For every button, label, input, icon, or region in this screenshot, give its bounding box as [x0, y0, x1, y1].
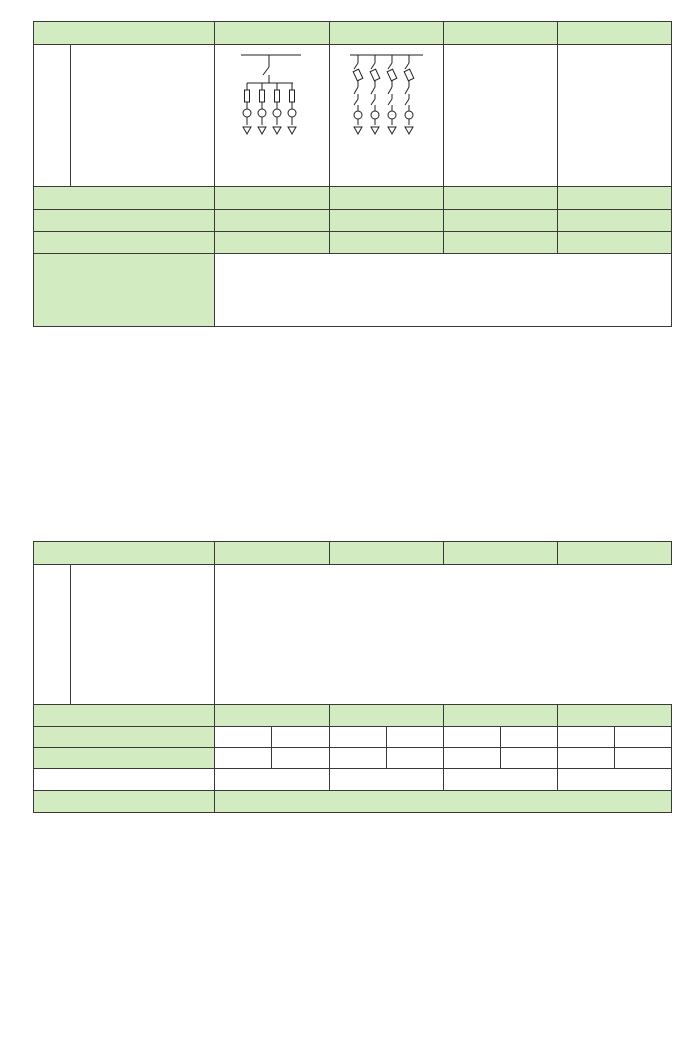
max-capacity-label	[34, 727, 215, 748]
cabinet-depth-cell	[215, 232, 330, 254]
cabinet-depth-cell	[444, 232, 558, 254]
cabinet-depth-cell	[215, 769, 330, 791]
cabinet-depth-cell	[330, 232, 444, 254]
cabinet-width-cell	[444, 210, 558, 232]
cabinet-width-cell	[272, 748, 330, 769]
cabinet-depth-label	[34, 769, 215, 791]
single-line-diagram-29	[558, 45, 672, 187]
single-line-label	[71, 45, 215, 187]
capacity-cell	[615, 727, 672, 748]
cabinet-depth-cell	[558, 232, 672, 254]
cabinet-width-label	[34, 210, 215, 232]
single-line-label	[71, 565, 215, 705]
usage-cell	[558, 187, 672, 210]
capacity-cell	[558, 727, 615, 748]
remark-label	[34, 254, 215, 327]
capacity-cell	[444, 727, 501, 748]
usage-cell	[444, 705, 558, 727]
scheme-number-header	[34, 542, 215, 565]
capacity-cell	[215, 727, 272, 748]
capacity-cell	[330, 727, 387, 748]
cabinet-width-cell	[558, 210, 672, 232]
single-line-diagram-27	[330, 45, 444, 187]
cabinet-depth-cell	[558, 769, 672, 791]
cabinet-width-cell	[330, 748, 387, 769]
remark-label	[34, 791, 215, 813]
scheme-table-21-24	[33, 541, 672, 813]
scheme-number-cell	[444, 542, 558, 565]
scheme-number-cell	[558, 22, 672, 45]
cabinet-width-cell	[615, 748, 672, 769]
usage-cell	[215, 187, 330, 210]
usage-cell	[330, 187, 444, 210]
usage-cell	[558, 705, 672, 727]
capacity-cell	[387, 727, 444, 748]
capacity-cell	[272, 727, 330, 748]
scheme-table-26-29	[33, 21, 672, 327]
feeder-circuit-diagram	[330, 45, 443, 183]
cabinet-width-cell	[387, 748, 444, 769]
scheme-number-cell	[558, 542, 672, 565]
cabinet-width-cell	[444, 748, 501, 769]
scheme-number-cell	[215, 22, 330, 45]
usage-cell	[330, 705, 444, 727]
main-circuit-label	[34, 45, 71, 187]
remark-text	[215, 791, 672, 813]
cabinet-depth-cell	[330, 769, 444, 791]
cabinet-width-cell	[558, 748, 615, 769]
cabinet-width-cell	[330, 210, 444, 232]
scheme-number-cell	[215, 542, 330, 565]
usage-label	[34, 705, 215, 727]
usage-cell	[444, 187, 558, 210]
cabinet-depth-cell	[444, 769, 558, 791]
single-line-diagram-28	[444, 45, 558, 187]
scheme-number-cell	[330, 542, 444, 565]
scheme-number-header	[34, 22, 215, 45]
cabinet-width-cell	[215, 748, 272, 769]
cabinet-width-label	[34, 748, 215, 769]
usage-cell	[215, 705, 330, 727]
cabinet-width-cell	[215, 210, 330, 232]
remark-text	[215, 254, 672, 327]
cabinet-width-cell	[501, 748, 558, 769]
single-line-diagram-26	[215, 45, 330, 187]
lighting-circuit-diagram	[215, 45, 329, 183]
scheme-number-cell	[444, 22, 558, 45]
capacity-cell	[501, 727, 558, 748]
usage-label	[34, 187, 215, 210]
main-circuit-label	[34, 565, 71, 705]
cabinet-depth-label	[34, 232, 215, 254]
scheme-number-cell	[330, 22, 444, 45]
